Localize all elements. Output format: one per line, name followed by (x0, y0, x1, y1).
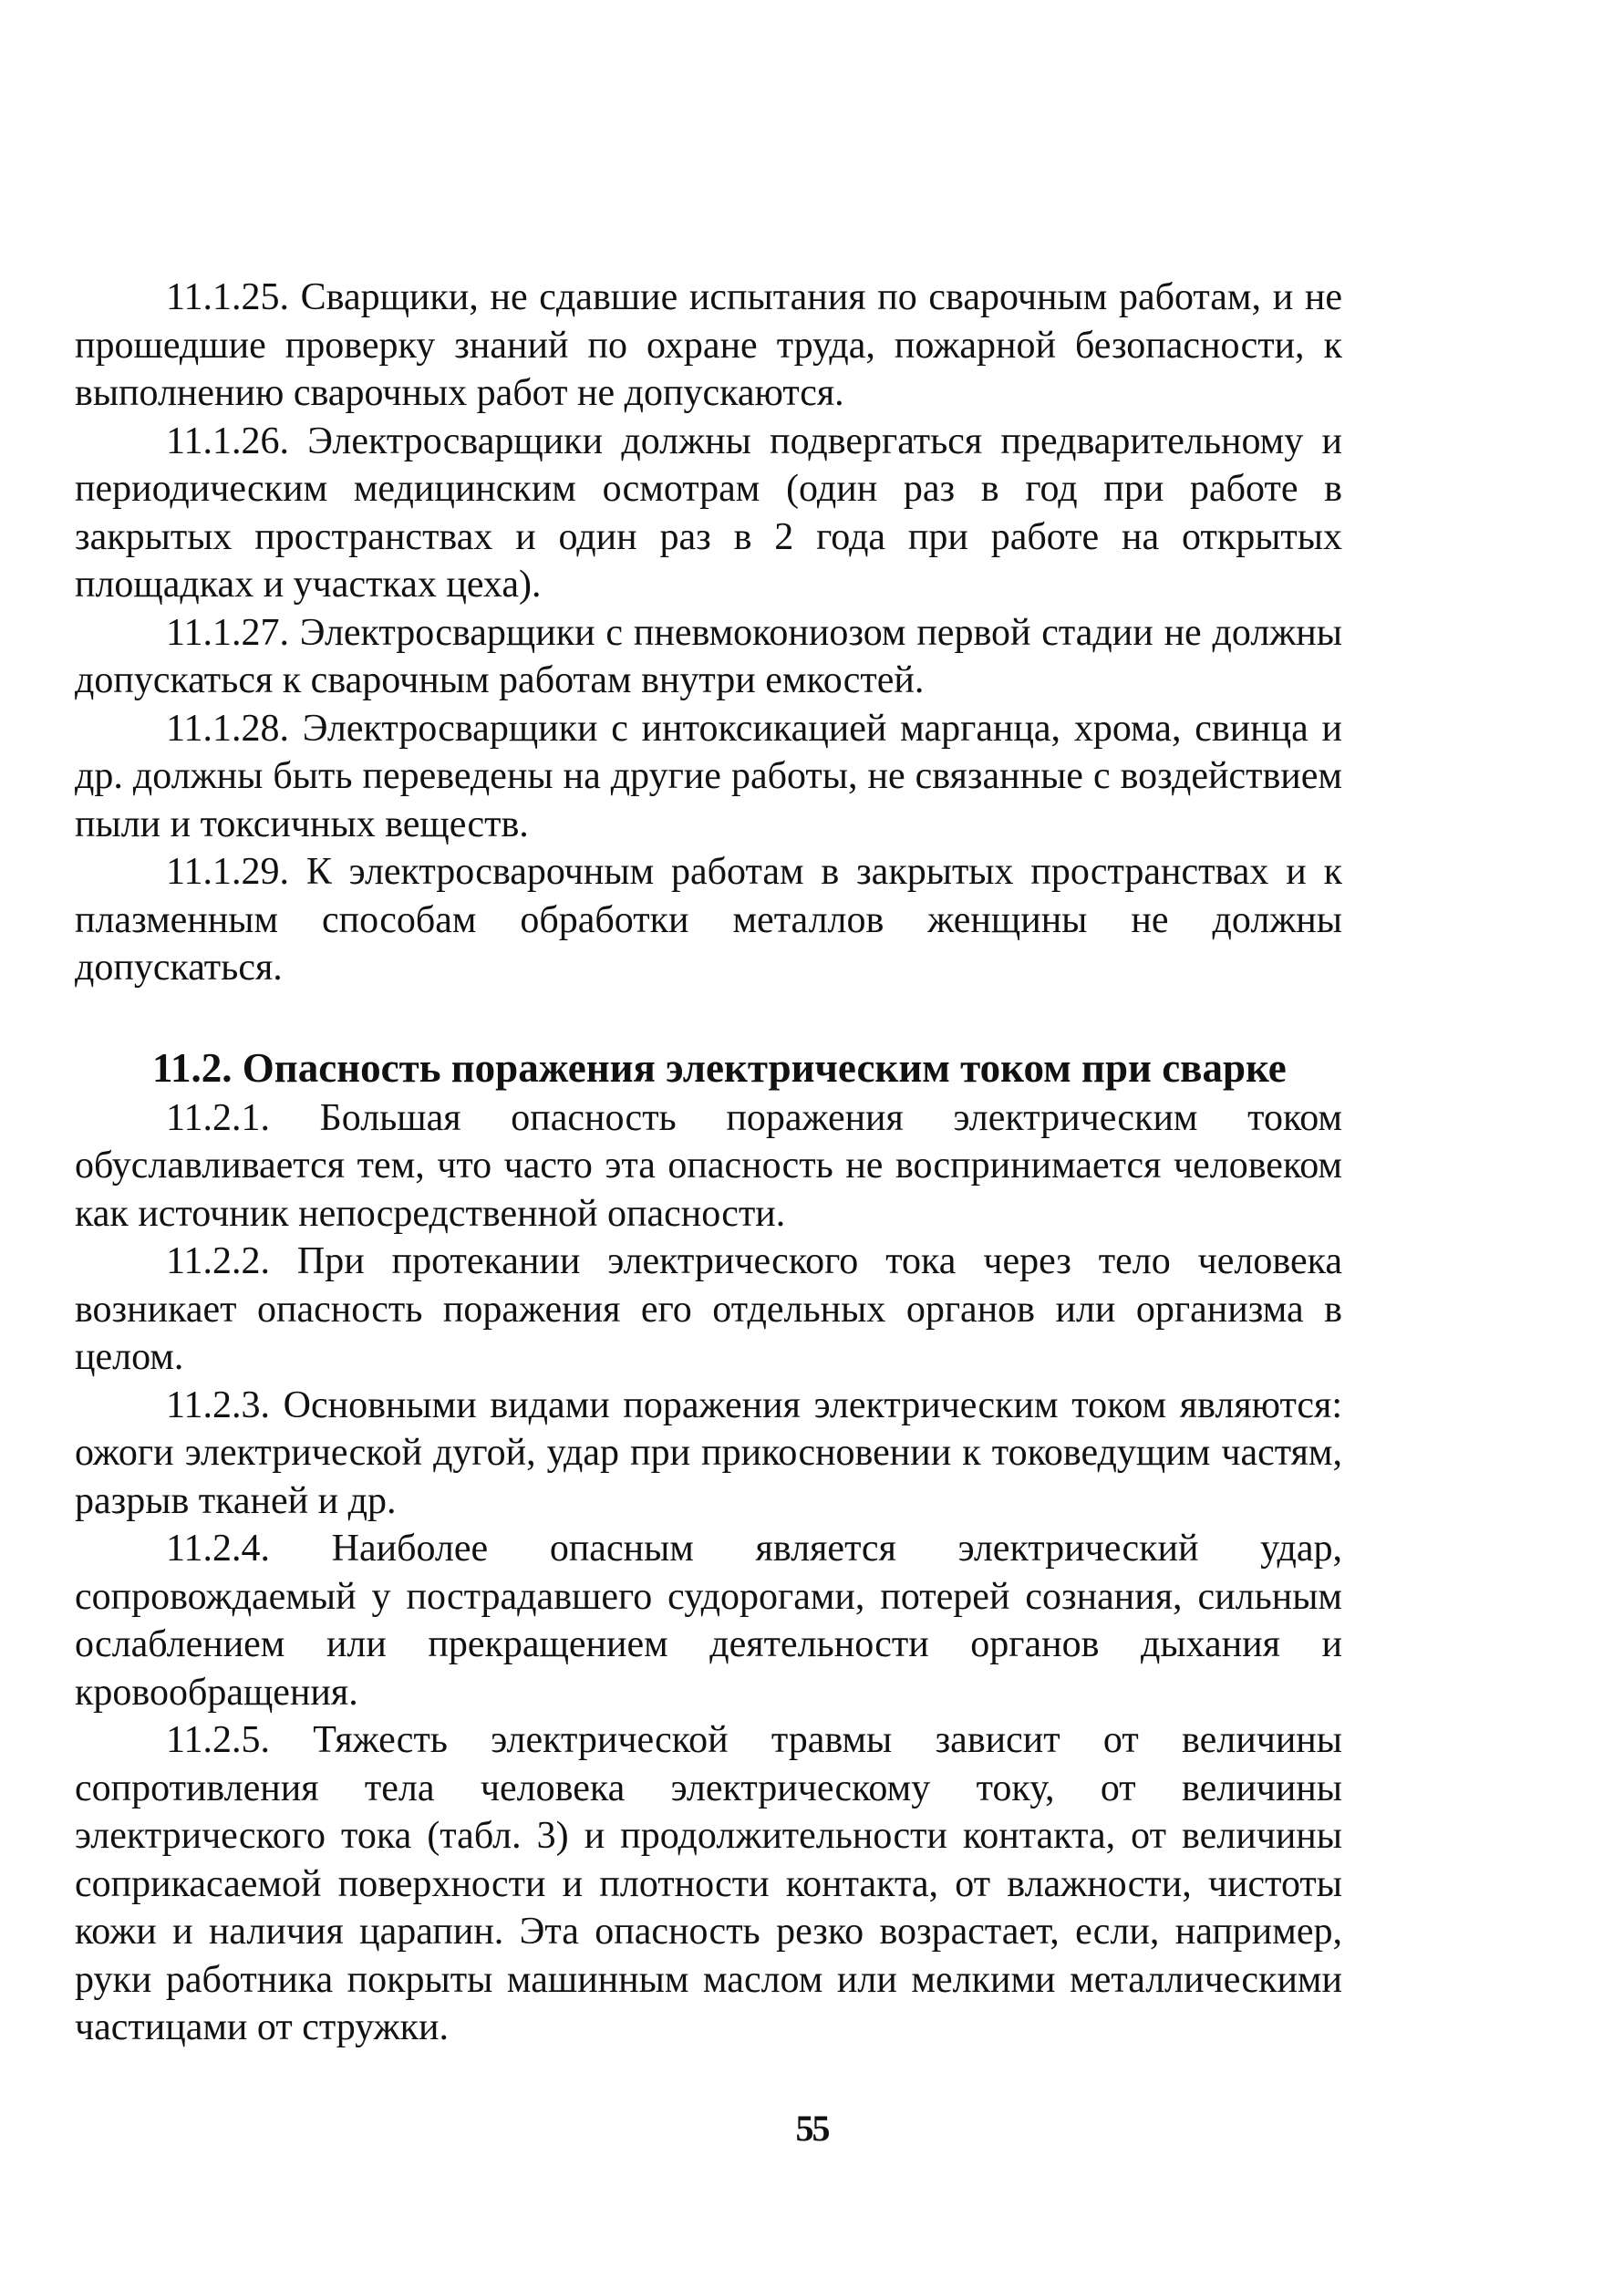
section-number: 11.2. (152, 1044, 233, 1091)
paragraph-text: Тяжесть электрической травмы зависит от величины сопротивления тела человека электрическому току, от величины электрического тока (табл. 3) и продолжительности контакта, от величины соприкасаемой поверхности и плотности контакта, от влажности, чистоты кожи и наличия царапин. Эта опасность резко возрастает, если, например, руки работника покрыты машинным маслом или мелкими металлическими частицами от стружки. (75, 1719, 1343, 2048)
paragraph-number: 11.2.2. (166, 1240, 270, 1282)
paragraph-text: При протекании электрического тока через тело человека возникает опасность поражения его отдельных органов или организма в целом. (75, 1240, 1343, 1378)
page-body (75, 274, 1342, 2052)
paragraph-11-2-1 (75, 1094, 1342, 1238)
paragraph-number: 11.2.4. (166, 1528, 270, 1570)
paragraph-number: 11.1.25. (166, 276, 289, 318)
paragraph-number: 11.2.5. (166, 1719, 270, 1761)
paragraph-11-2-4 (75, 1525, 1342, 1716)
paragraph-11-1-27 (75, 609, 1342, 705)
paragraph-text: Большая опасность поражения электрическим током обуславливается тем, что часто эта опасность не воспринимается человеком как источник непосредственной опасности. (75, 1096, 1343, 1235)
paragraph-text: К электросварочным работам в закрытых пространствах и к плазменным способам обработки металлов женщины не должны допускаться. (75, 851, 1342, 989)
paragraph-number: 11.2.3. (166, 1384, 270, 1426)
paragraph-text: Электросварщики с пневмокониозом первой стадии не должны допускаться к сварочным работам внутри емкостей. (75, 611, 1343, 701)
paragraph-number: 11.2.1. (166, 1096, 270, 1139)
paragraph-11-1-25 (75, 274, 1342, 418)
paragraph-11-1-28 (75, 705, 1342, 849)
paragraph-number: 11.1.28. (166, 707, 289, 750)
paragraph-number: 11.1.27. (166, 611, 289, 654)
page-number: 55 (795, 2108, 829, 2149)
paragraph-number: 11.1.26. (166, 420, 289, 462)
section-heading (75, 1043, 1342, 1093)
paragraph-11-2-2 (75, 1238, 1342, 1382)
paragraph-11-1-26 (75, 418, 1342, 609)
paragraph-number: 11.1.29. (166, 851, 289, 893)
paragraph-11-2-5 (75, 1716, 1342, 2052)
paragraph-11-1-29 (75, 848, 1342, 992)
paragraph-11-2-3 (75, 1382, 1342, 1526)
paragraph-text: Электросварщики с интоксикацией марганца, хрома, свинца и др. должны быть переведены на другие работы, не связанные с воздействием пыли и токсичных веществ. (75, 707, 1343, 845)
paragraph-text: Сварщики, не сдавшие испытания по сварочным работам, и не прошедшие проверку знаний по охране труда, пожарной безопасности, к выполнению сварочных работ не допускаются. (75, 276, 1342, 414)
section-title: Опасность поражения электрическим током при сварке (242, 1044, 1287, 1091)
paragraph-text: Основными видами поражения электрическим током являются: ожоги электрической дугой, удар при прикосновении к токоведущим частям, разрыв тканей и др. (75, 1384, 1342, 1522)
paragraph-text: Электросварщики должны подвергаться предварительному и периодическим медицинским осмотрам (один раз в год при работе в закрытых пространствах и один раз в 2 года при работе на открытых площадках и участках цеха). (75, 420, 1342, 606)
paragraph-text: Наиболее опасным является электрический удар, сопровождаемый у пострадавшего судорогами, потерей сознания, сильным ослаблением или прекращением деятельности органов дыхания и кровообращения. (75, 1528, 1342, 1714)
